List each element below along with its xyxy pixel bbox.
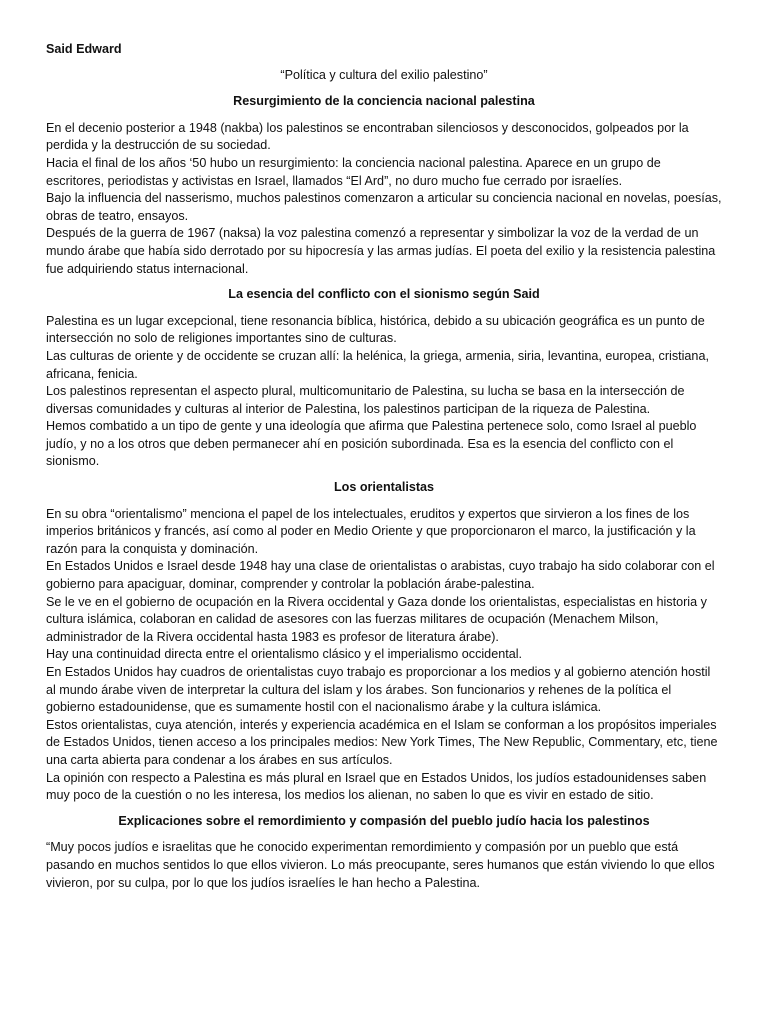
- section-heading: La esencia del conflicto con el sionismo según Said: [228, 287, 540, 302]
- section-heading: Los orientalistas: [333, 480, 435, 495]
- section-heading: Resurgimiento de la conciencia nacional palestina: [233, 94, 535, 109]
- paragraph: Estos orientalistas, cuya atención, interés y experiencia académica en el Islam se conforman a los propósitos imperiales de Estados Unidos, tienen acceso a los principales medios: New York Times, The New Republic, Commentary, etc, tiene una carta abierta para condenar a los árabes en sus artículos.: [46, 717, 718, 767]
- paragraph: Las culturas de oriente y de occidente se cruzan allí: la helénica, la griega, armenia, siria, levantina, europea, cristiana, africana, fenicia.: [46, 348, 709, 381]
- document-page: [46, 41, 722, 900]
- paragraph: En Estados Unidos e Israel desde 1948 hay una clase de orientalistas o arabistas, cuyo trabajo ha sido colaborar con el gobierno para apaciguar, dominar, comprender y controlar la población árabe-palestina.: [46, 559, 715, 592]
- paragraph: Después de la guerra de 1967 (naksa) la voz palestina comenzó a representar y simbolizar la voz de la verdad de un mundo árabe que había sido derrotado por su hipocresía y las armas judías. El poeta del exilio y la resistencia palestina fue adquiriendo status internacional.: [46, 226, 716, 276]
- section-remordimiento: [46, 813, 722, 892]
- document-title: “Política y cultura del exilio palestino”: [280, 67, 488, 82]
- paragraph: Palestina es un lugar excepcional, tiene resonancia bíblica, histórica, debido a su ubicación geográfica es un punto de intersección no solo de religiones importantes sino de culturas.: [46, 313, 705, 346]
- paragraph: En el decenio posterior a 1948 (nakba) los palestinos se encontraban silenciosos y desconocidos, golpeados por la perdida y la destrucción de su sociedad.: [46, 120, 689, 153]
- paragraph: La opinión con respecto a Palestina es más plural en Israel que en Estados Unidos, los judíos estadounidenses saben muy poco de la cuestión o no les interesa, los medios los alienan, no saben lo que es vivir en estado de sitio.: [46, 770, 707, 803]
- paragraph: Hemos combatido a un tipo de gente y una ideología que afirma que Palestina pertenece solo, como Israel al pueblo judío, y no a los otros que deben permanecer ahí en posición subordinada. Esa es la esencia del conflicto con el sionismo.: [46, 419, 697, 469]
- paragraph: Hacia el final de los años ‘50 hubo un resurgimiento: la conciencia nacional palestina. Aparece en un grupo de escritores, periodistas y activistas en Israel, llamados “El Ard”, no duro mucho fue cerrado por israelíes.: [46, 155, 661, 188]
- section-heading: Explicaciones sobre el remordimiento y compasión del pueblo judío hacia los palestinos: [118, 813, 650, 828]
- paragraph: En su obra “orientalismo” menciona el papel de los intelectuales, eruditos y expertos que sirvieron a los fines de los imperios británicos y francés, así como al poder en Medio Oriente y que proporcionaron el marco, la justificación y la razón para la conquista y dominación.: [46, 506, 696, 556]
- section-esencia-conflicto: [46, 286, 722, 471]
- paragraph: Bajo la influencia del nasserismo, muchos palestinos comenzaron a articular su conciencia nacional en novelas, poesías, obras de teatro, ensayos.: [46, 191, 722, 223]
- paragraph: Hay una continuidad directa entre el orientalismo clásico y el imperialismo occidental.: [46, 647, 522, 662]
- author-name: Said Edward: [46, 42, 122, 56]
- section-resurgimiento: [46, 93, 722, 278]
- paragraph: Se le ve en el gobierno de ocupación en la Rivera occidental y Gaza donde los orientalistas, especialistas en historia y cultura islámica, colaboran en calidad de asesores con las fuerzas militares de ocupación (Menachem Milson, administrador de la Rivera occidental hasta 1983 es profesor de literatura árabe).: [46, 594, 707, 644]
- paragraph: “Muy pocos judíos e israelitas que he conocido experimentan remordimiento y compasión por un pueblo que está pasando en muchos sentidos lo que ellos vivieron. Lo más preocupante, seres humanos que están viviendo lo que ellos vivieron, por su culpa, por lo que los judíos israelíes le han hecho a Palestina.: [46, 840, 715, 890]
- section-orientalistas: [46, 479, 722, 805]
- paragraph: En Estados Unidos hay cuadros de orientalistas cuyo trabajo es proporcionar a los medios y al gobierno atención hostil al mundo árabe viven de interpretar la cultura del islam y los árabes. Son funcionarios y rehenes de la política el gobierno estadounidense, que es sumamente hostil con el nacionalismo árabe y la cultura islámica.: [46, 665, 711, 715]
- paragraph: Los palestinos representan el aspecto plural, multicomunitario de Palestina, su lucha se basa en la intersección de diversas comunidades y culturas al interior de Palestina, los palestinos participan de la riqueza de Palestina.: [46, 384, 685, 416]
